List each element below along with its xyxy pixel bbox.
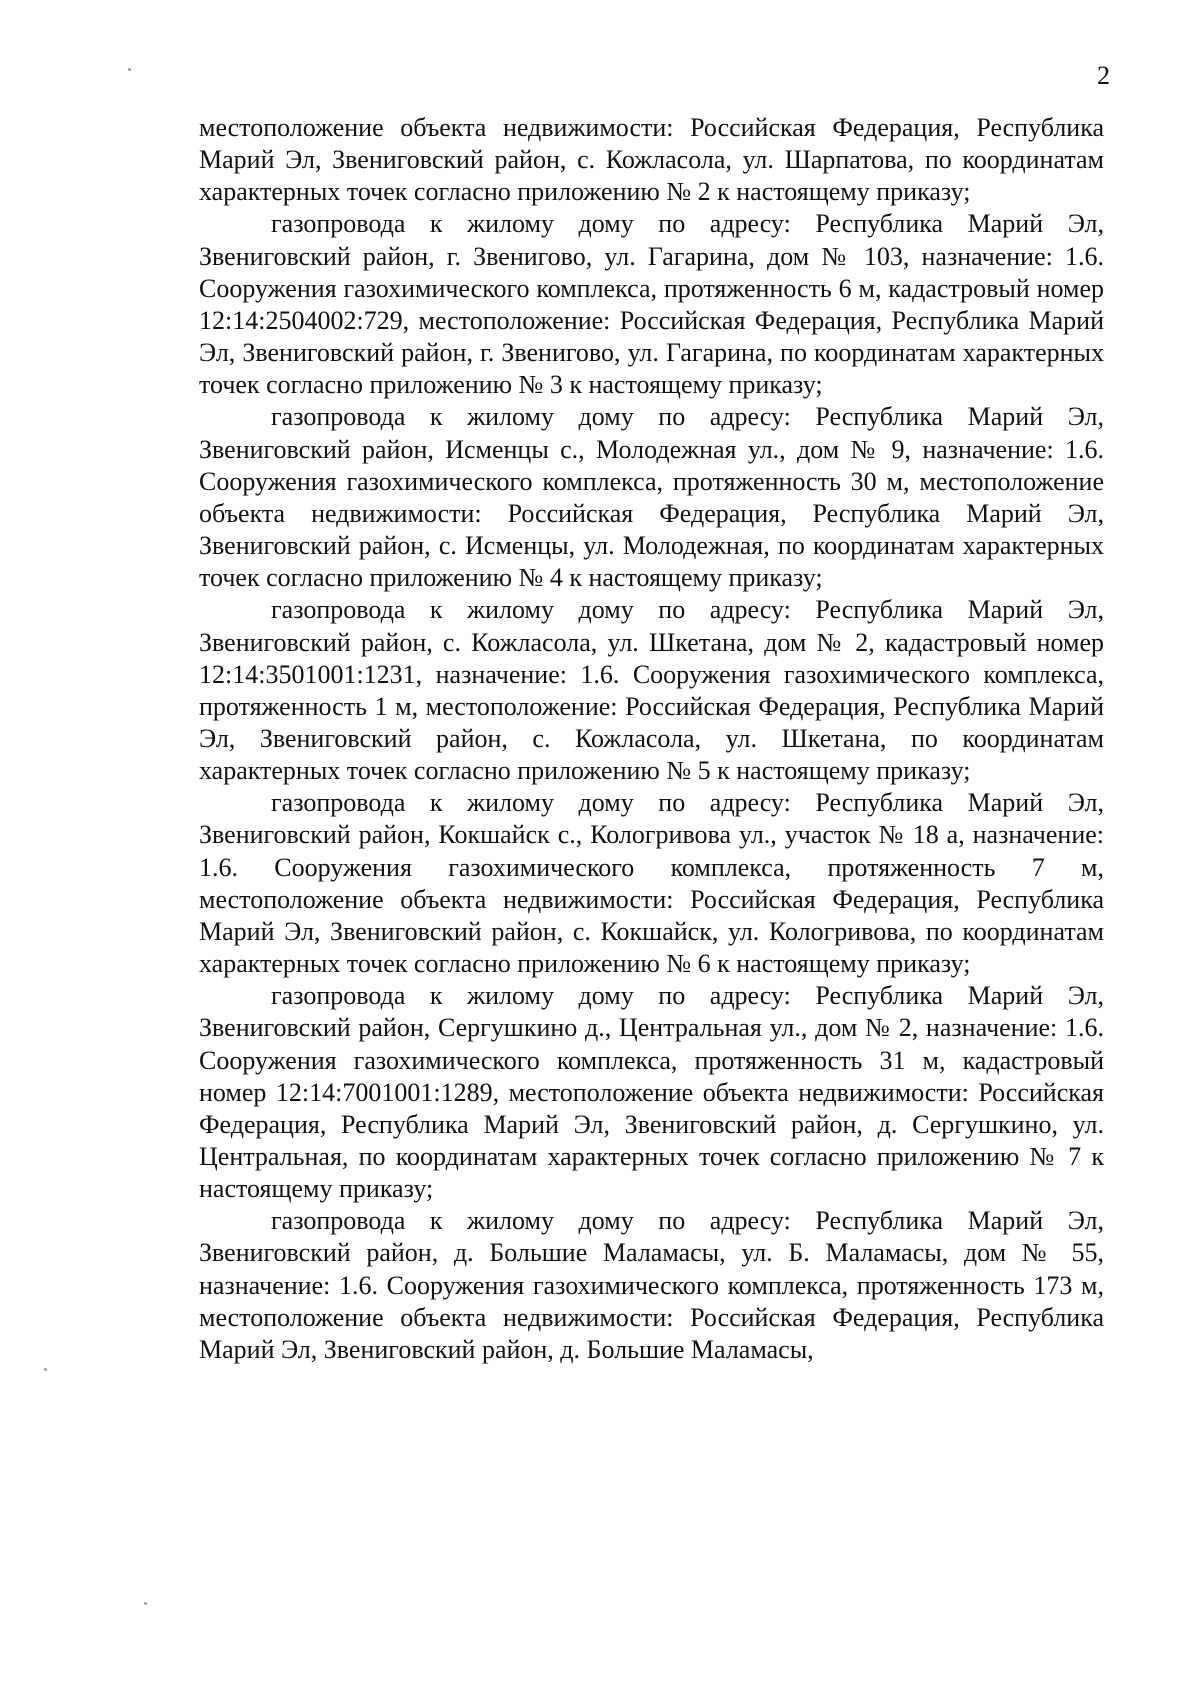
scan-speck bbox=[44, 1368, 47, 1371]
paragraph: газопровода к жилому дому по адресу: Республика Марий Эл, Звениговский район, с. Кожласола, ул. Шкетана, дом № 2, кадастровый номер 12:14:3501001:1231, назначение: 1.6. Сооружения газохимического комплекса, протяженность 1 м, местоположение: Российская Федерация, Республика Марий Эл, Звениговский район, с. Кожласола, ул. Шкетана, по координатам характерных точек согласно приложению № 5 к настоящему приказу; bbox=[199, 595, 1104, 786]
paragraph: газопровода к жилому дому по адресу: Республика Марий Эл, Звениговский район, Исменцы с., Молодежная ул., дом № 9, назначение: 1.6. Сооружения газохимического комплекса, протяженность 30 м, местоположение объекта недвижимости: Российская Федерация, Республика Марий Эл, Звениговский район, с. Исменцы, ул. Молодежная, по координатам характерных точек согласно приложению № 4 к настоящему приказу; bbox=[199, 402, 1104, 593]
body-text bbox=[199, 112, 1104, 1366]
paragraph: газопровода к жилому дому по адресу: Республика Марий Эл, Звениговский район, д. Большие Маламасы, ул. Б. Маламасы, дом № 55, назначение: 1.6. Сооружения газохимического комплекса, протяженность 173 м, местоположение объекта недвижимости: Российская Федерация, Республика Марий Эл, Звениговский район, д. Большие Маламасы, bbox=[199, 1206, 1104, 1364]
scan-speck bbox=[128, 68, 131, 71]
paragraph: газопровода к жилому дому по адресу: Республика Марий Эл, Звениговский район, Кокшайск с., Кологривова ул., участок № 18 а, назначение: 1.6. Сооружения газохимического комплекса, протяженность 7 м, местоположение объекта недвижимости: Российская Федерация, Республика Марий Эл, Звениговский район, с. Кокшайск, ул. Кологривова, по координатам характерных точек согласно приложению № 6 к настоящему приказу; bbox=[199, 788, 1104, 979]
page-number: 2 bbox=[1097, 61, 1110, 90]
paragraph: газопровода к жилому дому по адресу: Республика Марий Эл, Звениговский район, г. Звенигово, ул. Гагарина, дом № 103, назначение: 1.6. Сооружения газохимического комплекса, протяженность 6 м, кадастровый номер 12:14:2504002:729, местоположение: Российская Федерация, Республика Марий Эл, Звениговский район, г. Звенигово, ул. Гагарина, по координатам характерных точек согласно приложению № 3 к настоящему приказу; bbox=[199, 209, 1104, 400]
paragraph: газопровода к жилому дому по адресу: Республика Марий Эл, Звениговский район, Сергушкино д., Центральная ул., дом № 2, назначение: 1.6. Сооружения газохимического комплекса, протяженность 31 м, кадастровый номер 12:14:7001001:1289, местоположение объекта недвижимости: Российская Федерация, Республика Марий Эл, Звениговский район, д. Сергушкино, ул. Центральная, по координатам характерных точек согласно приложению № 7 к настоящему приказу; bbox=[199, 981, 1104, 1204]
paragraph: местоположение объекта недвижимости: Российская Федерация, Республика Марий Эл, Звениговский район, с. Кожласола, ул. Шарпатова, по координатам характерных точек согласно приложению № 2 к настоящему приказу; bbox=[199, 113, 1104, 207]
scan-speck bbox=[144, 1602, 147, 1605]
